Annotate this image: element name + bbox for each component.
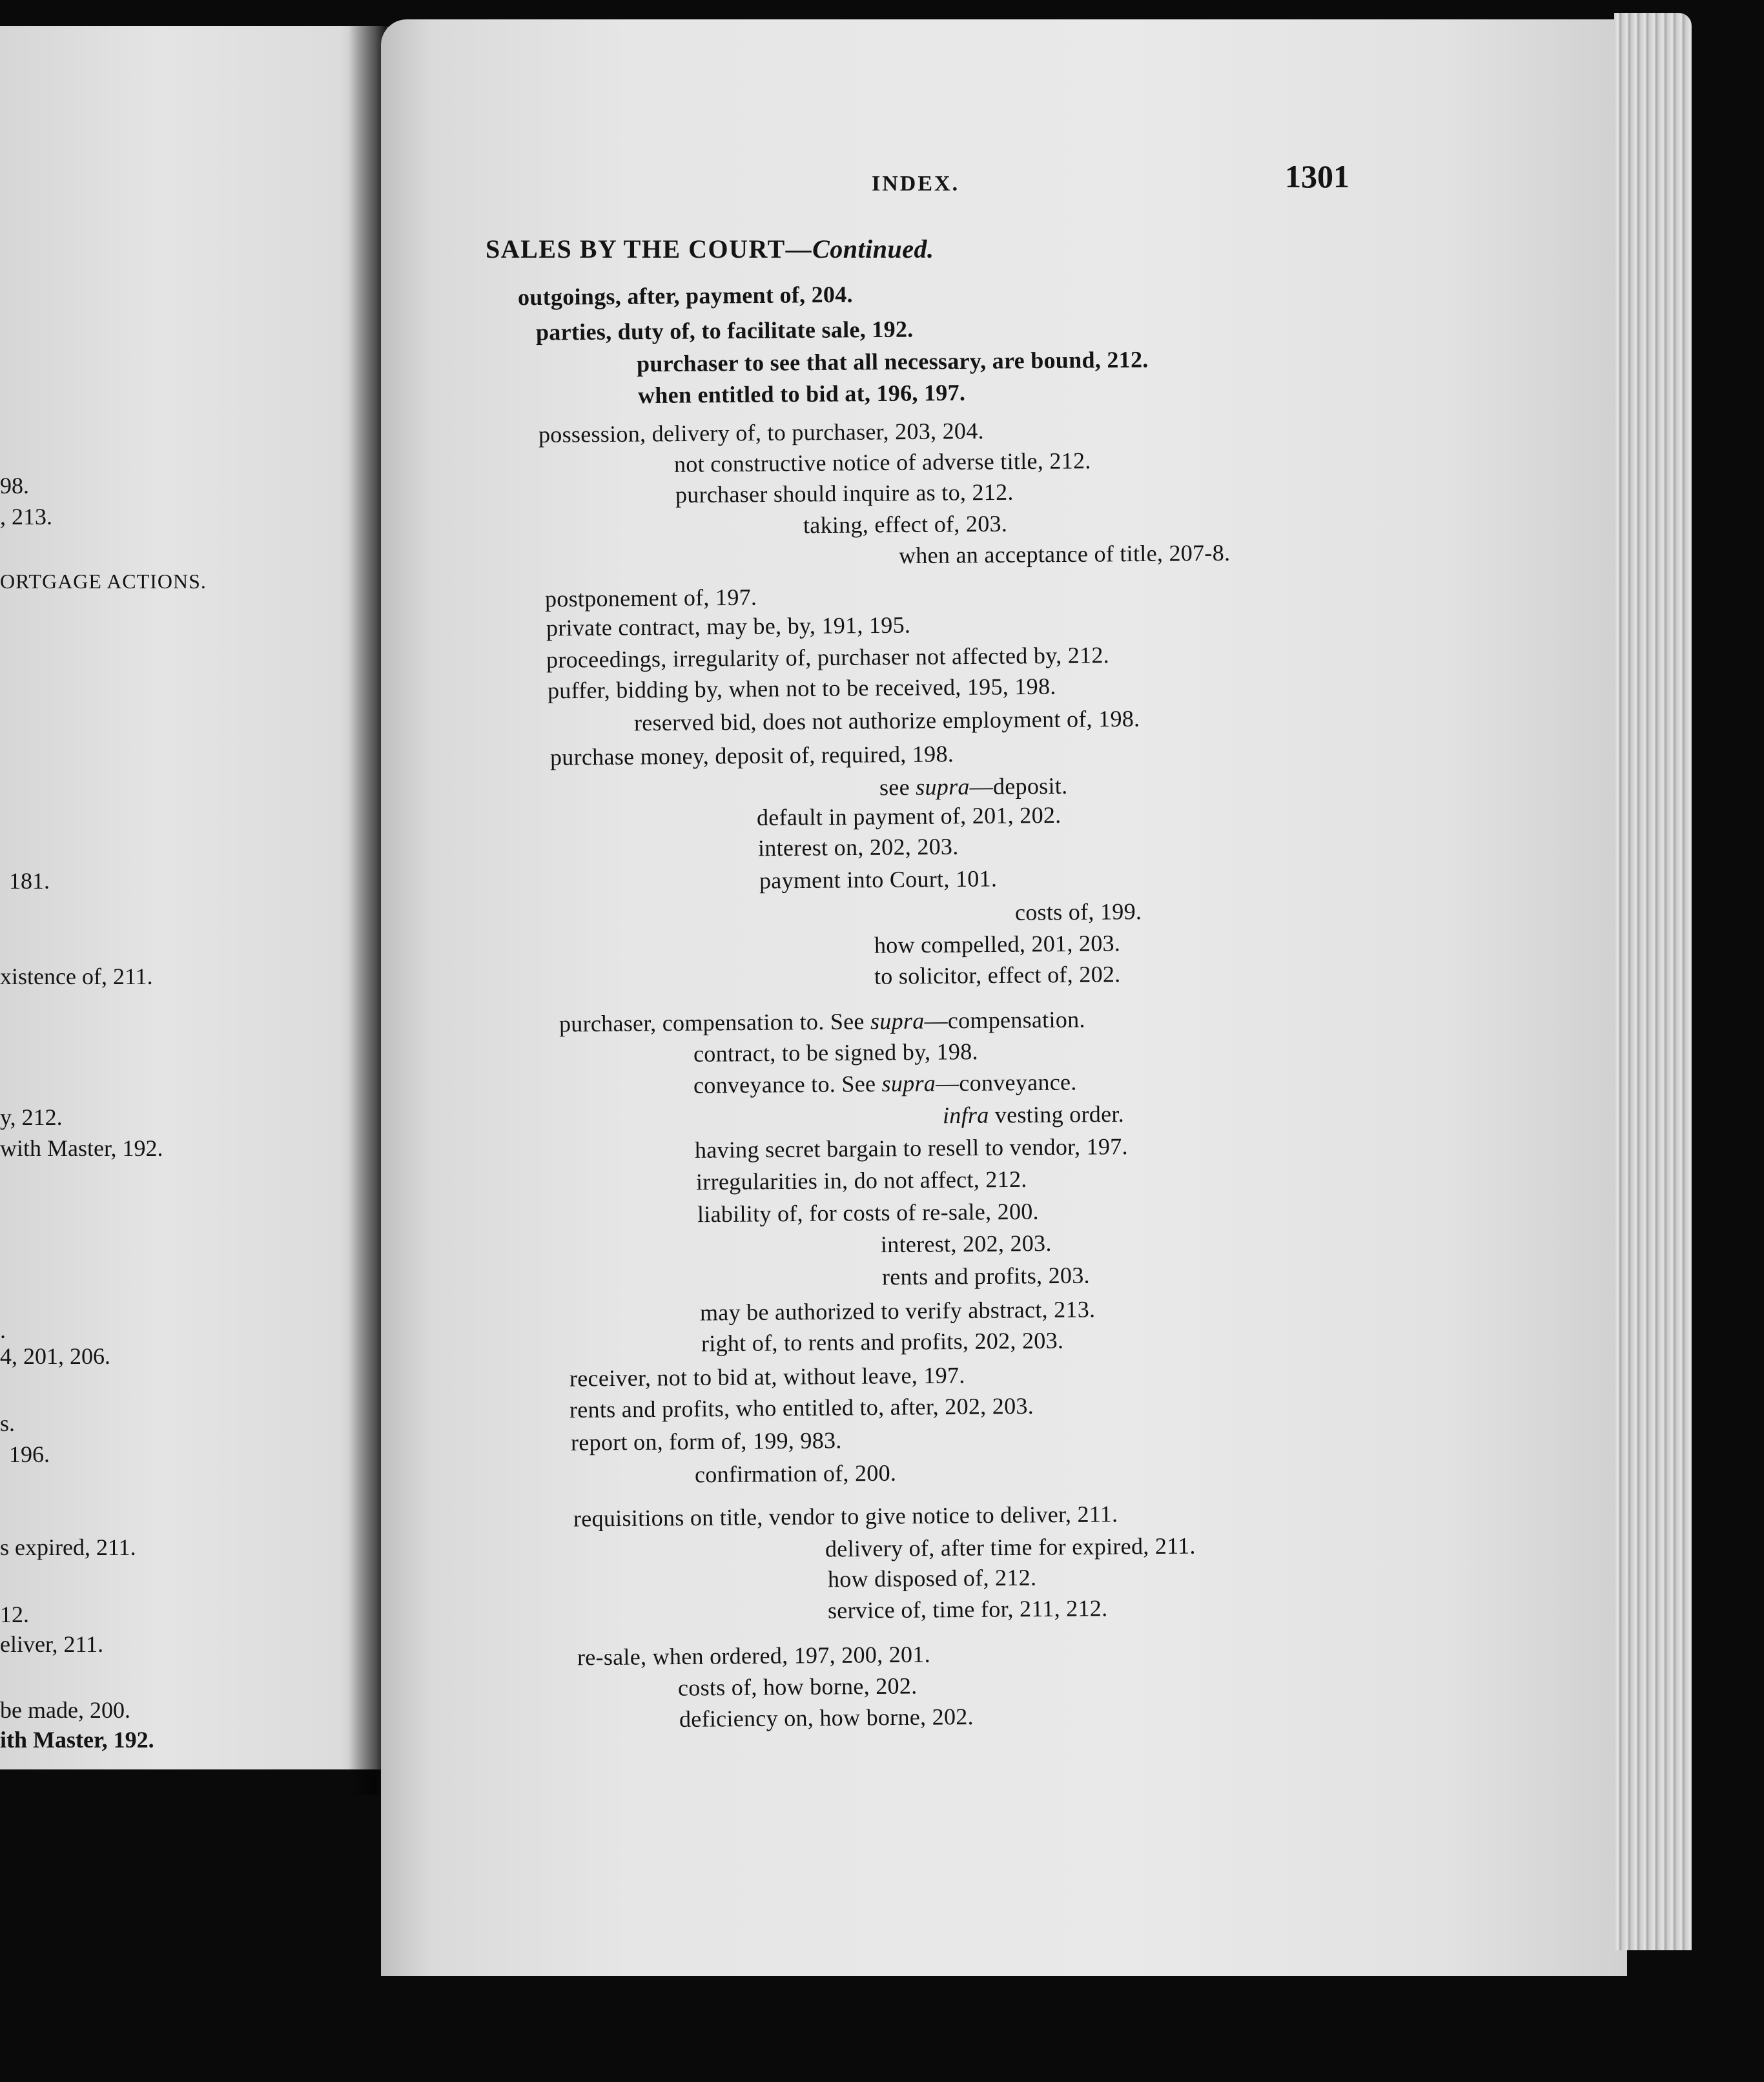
index-entry: outgoings, after, payment of, 204. (517, 281, 854, 311)
section-heading-text: SALES BY THE COURT— (486, 234, 813, 263)
index-entry: confirmation of, 200. (694, 1459, 897, 1488)
index-entry (693, 1067, 1077, 1099)
left-fragment: y, 212. (0, 1104, 63, 1130)
index-entry: to solicitor, effect of, 202. (874, 961, 1121, 989)
index-entry: liability of, for costs of re-sale, 200. (697, 1198, 1040, 1228)
page-number: 1301 (1285, 158, 1349, 194)
index-entry: taking, effect of, 203. (803, 510, 1008, 539)
index-entry (559, 1005, 1085, 1038)
left-fragment: 181. (9, 868, 50, 894)
left-fragment: ORTGAGE ACTIONS. (0, 570, 207, 593)
index-entry: puffer, bidding by, when not to be received, 195, 198. (547, 673, 1056, 704)
index-entry-part: —compensation. (924, 1006, 1085, 1034)
index-entry-italic: supra (870, 1007, 925, 1035)
index-entry: not constructive notice of adverse title, 212. (673, 448, 1091, 477)
index-entry: irregularities in, do not affect, 212. (695, 1166, 1027, 1195)
index-entry: rents and profits, who entitled to, after, 202, 203. (569, 1392, 1034, 1423)
page-header-title: INDEX. (872, 172, 960, 196)
index-entry-part: —conveyance. (935, 1069, 1077, 1097)
left-fragment: , 213. (0, 504, 52, 530)
left-fragment: s. (0, 1410, 15, 1436)
page-edges (1614, 13, 1692, 1950)
index-entry-part: see (879, 774, 916, 801)
index-entry-part: —deposit. (969, 772, 1068, 800)
index-entry: when entitled to bid at, 196, 197. (637, 379, 966, 409)
index-entry: may be authorized to verify abstract, 213. (699, 1296, 1096, 1326)
index-entry: report on, form of, 199, 983. (570, 1427, 842, 1456)
index-entry: purchaser should inquire as to, 212. (675, 479, 1014, 508)
index-entry: payment into Court, 101. (759, 865, 998, 894)
index-entry-part: purchaser, compensation to. See (559, 1008, 871, 1037)
left-fragment: xistence of, 211. (0, 964, 153, 989)
index-entry: when an acceptance of title, 207-8. (898, 539, 1231, 569)
index-entry: parties, duty of, to facilitate sale, 192. (535, 316, 914, 345)
index-entry: delivery of, after time for expired, 211. (825, 1532, 1196, 1562)
index-entry: private contract, may be, by, 191, 195. (546, 612, 911, 641)
index-entry-part: conveyance to. See (693, 1071, 882, 1098)
left-fragment: be made, 200. (0, 1697, 130, 1723)
index-entry: deficiency on, how borne, 202. (679, 1704, 974, 1732)
index-entry: costs of, 199. (1014, 898, 1142, 925)
index-entry: re-sale, when ordered, 197, 200, 201. (577, 1641, 931, 1671)
index-entry: proceedings, irregularity of, purchaser not affected by, 212. (546, 642, 1110, 673)
index-entry: interest, 202, 203. (880, 1230, 1052, 1258)
index-entry-part: vesting order. (989, 1100, 1125, 1128)
index-entry: costs of, how borne, 202. (677, 1673, 918, 1701)
index-entry: interest on, 202, 203. (757, 833, 959, 861)
left-fragment: ith Master, 192. (0, 1727, 154, 1753)
left-fragment: 98. (0, 473, 29, 499)
index-entry: service of, time for, 211, 212. (827, 1595, 1108, 1623)
right-page (381, 19, 1627, 1976)
index-entry-italic: supra (881, 1070, 936, 1097)
index-entry: contract, to be signed by, 198. (693, 1038, 979, 1067)
left-fragment: with Master, 192. (0, 1135, 163, 1161)
left-fragment: . (0, 1317, 6, 1343)
left-fragment: 196. (9, 1441, 50, 1467)
index-entry (943, 1100, 1124, 1129)
section-heading (486, 234, 934, 264)
index-entry: possession, delivery of, to purchaser, 203, 204. (538, 417, 985, 448)
index-entry (879, 772, 1068, 802)
index-entry: postponement of, 197. (544, 584, 757, 612)
index-entry: reserved bid, does not authorize employment of, 198. (633, 705, 1140, 736)
background-edge (1692, 13, 1764, 2082)
left-fragment: eliver, 211. (0, 1631, 104, 1657)
index-entry: receiver, not to bid at, without leave, 197. (569, 1362, 965, 1392)
left-fragment: 12. (0, 1602, 29, 1627)
section-continued: Continued. (812, 234, 934, 263)
index-entry-italic: infra (942, 1102, 989, 1129)
index-entry-italic: supra (916, 774, 970, 800)
left-fragment: s expired, 211. (0, 1534, 136, 1560)
index-entry: how compelled, 201, 203. (874, 930, 1121, 958)
index-entry: purchase money, deposit of, required, 198. (549, 741, 954, 770)
index-entry: requisitions on title, vendor to give notice to deliver, 211. (573, 1501, 1118, 1532)
index-entry: rents and profits, 203. (881, 1262, 1091, 1290)
index-entry: how disposed of, 212. (827, 1564, 1037, 1592)
index-entry: right of, to rents and profits, 202, 203. (701, 1327, 1064, 1357)
index-entry: purchaser to see that all necessary, are bound, 212. (636, 346, 1149, 377)
index-entry: default in payment of, 201, 202. (756, 801, 1061, 831)
left-page (0, 26, 400, 1769)
index-entry: having secret bargain to resell to vendor, 197. (694, 1133, 1128, 1163)
left-fragment: 4, 201, 206. (0, 1343, 110, 1369)
